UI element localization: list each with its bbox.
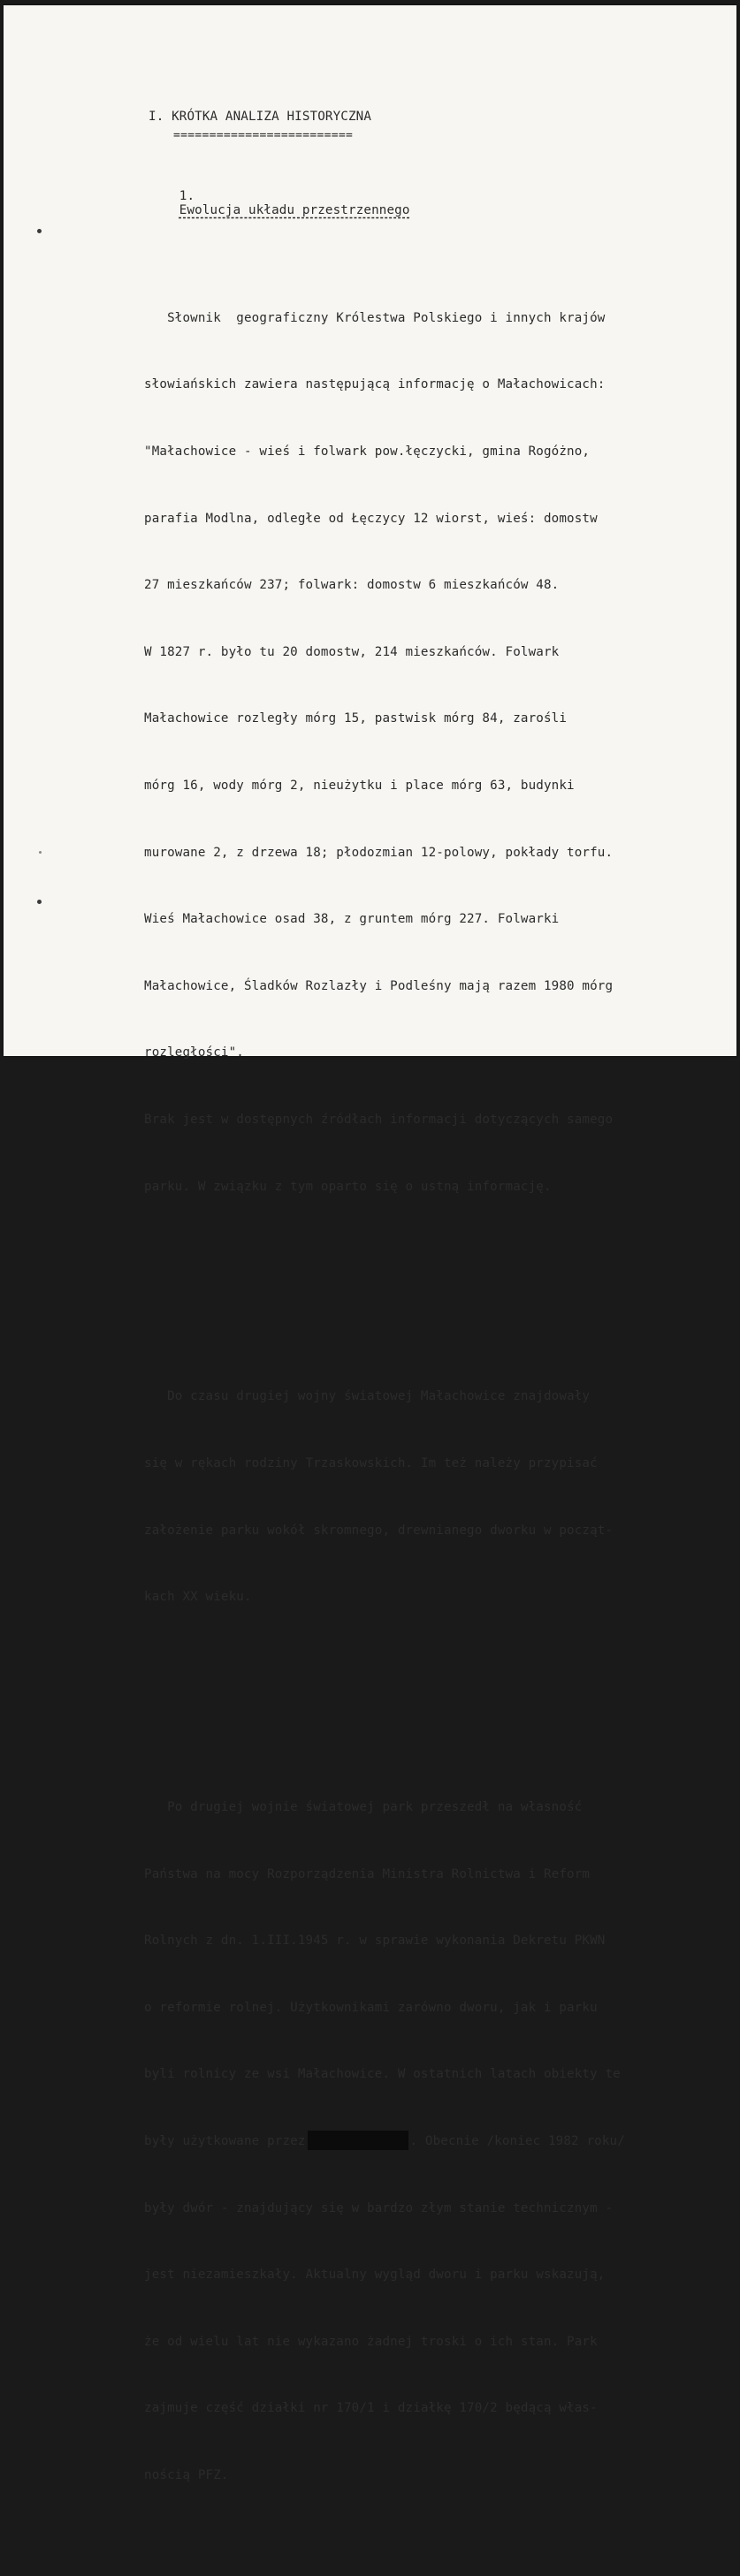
text-line: W 1827 r. było tu 20 domostw, 214 mieszkańców. Folwark bbox=[144, 644, 560, 659]
text-line: że od wielu lat nie wykazano żadnej troski o ich stan. Park bbox=[144, 2334, 598, 2349]
redaction-line-start: były użytkowane przez bbox=[144, 2133, 306, 2148]
paragraph bbox=[144, 1341, 625, 1653]
text-line: założenie parku wokół skromnego, drewnianego dworku w począt- bbox=[144, 1523, 614, 1538]
paragraph-gap bbox=[144, 1698, 625, 1707]
paragraph bbox=[144, 262, 625, 1242]
heading-underline: ========================= bbox=[173, 129, 354, 142]
text-line: Rolnych z dn. 1.III.1945 r. w sprawie wykonania Dekretu PKWN bbox=[144, 1934, 606, 1949]
text-line: Po drugiej wojnie światowej park przeszedł na własność bbox=[144, 1799, 583, 1814]
text-line: parku. W związku z tym oparto się o ustną informację. bbox=[144, 1179, 552, 1194]
text-line: murowane 2, z drzewa 18; płodozmian 12-polowy, pokłady torfu. bbox=[144, 845, 614, 860]
paragraph-gap bbox=[144, 1288, 625, 1297]
text-line-with-redaction bbox=[144, 2131, 625, 2153]
text-line: "Małachowice - wieś i folwark pow.łęczycki, gmina Rogóżno, bbox=[144, 445, 591, 459]
text-line: Do czasu drugiej wojny światowej Małachowice znajdowały bbox=[144, 1389, 591, 1404]
redaction-block bbox=[308, 2131, 408, 2150]
text-line: zajmuje część działki nr 170/1 i działkę 170/2 będącą włas- bbox=[144, 2401, 598, 2416]
text-line: Małachowice, Śladków Rozlazły i Podleśny mają razem 1980 mórg bbox=[144, 978, 614, 993]
text-line: były dwór - znajdujący się w bardzo złym stanie technicznym - bbox=[144, 2200, 614, 2215]
text-line: słowiańskich zawiera następującą informację o Małachowicach: bbox=[144, 377, 606, 392]
text-line: 27 mieszkańców 237; folwark: domostw 6 mieszkańców 48. bbox=[144, 578, 560, 593]
paragraph bbox=[144, 1752, 625, 2532]
punch-hole-mark bbox=[37, 229, 42, 233]
text-line: jest niezamieszkały. Aktualny wygląd dworu i parku wskazują, bbox=[144, 2268, 606, 2283]
document-body bbox=[144, 218, 625, 2576]
section-number: 1. bbox=[179, 189, 195, 203]
text-line: o reformie rolnej. Użytkownikami zarówno dworu, jak i parku bbox=[144, 2000, 598, 2015]
section-title-text: Ewolucja układu przestrzennego bbox=[179, 203, 410, 217]
text-line: się w rękach rodziny Trzaskowskich. Im też należy przypisać bbox=[144, 1455, 598, 1470]
text-line: mórg 16, wody mórg 2, nieużytku i place mórg 63, budynki bbox=[144, 778, 575, 793]
text-line: kach XX wieku. bbox=[144, 1590, 252, 1605]
document-page bbox=[4, 5, 736, 2482]
document-heading: I. KRÓTKA ANALIZA HISTORYCZNA bbox=[149, 110, 372, 124]
text-line: Wieś Małachowice osad 38, z gruntem mórg 227. Folwarki bbox=[144, 912, 560, 927]
text-line: nością PFZ. bbox=[144, 2467, 229, 2482]
text-line: Słownik geograficzny Królestwa Polskiego i innych krajów bbox=[144, 310, 606, 325]
text-line: parafia Modlna, odległe od Łęczycy 12 wiorst, wieś: domostw bbox=[144, 511, 598, 526]
text-line: Brak jest w dostępnych źródłach informacji dotyczących samego bbox=[144, 1112, 614, 1127]
text-line: Małachowice rozległy mórg 15, pastwisk mórg 84, zarośli bbox=[144, 711, 568, 726]
redaction-line-end: . Obecnie /koniec 1982 roku/ bbox=[409, 2133, 625, 2148]
text-line: byli rolnicy ze wsi Małachowice. W ostatnich latach obiekty te bbox=[144, 2067, 621, 2082]
text-line: Państwa na mocy Rozporządzenia Ministra Rolnictwa i Reform bbox=[144, 1866, 591, 1881]
text-line: rozległości". bbox=[144, 1045, 244, 1060]
punch-hole-mark bbox=[37, 900, 42, 904]
punch-hole-mark bbox=[39, 851, 42, 854]
